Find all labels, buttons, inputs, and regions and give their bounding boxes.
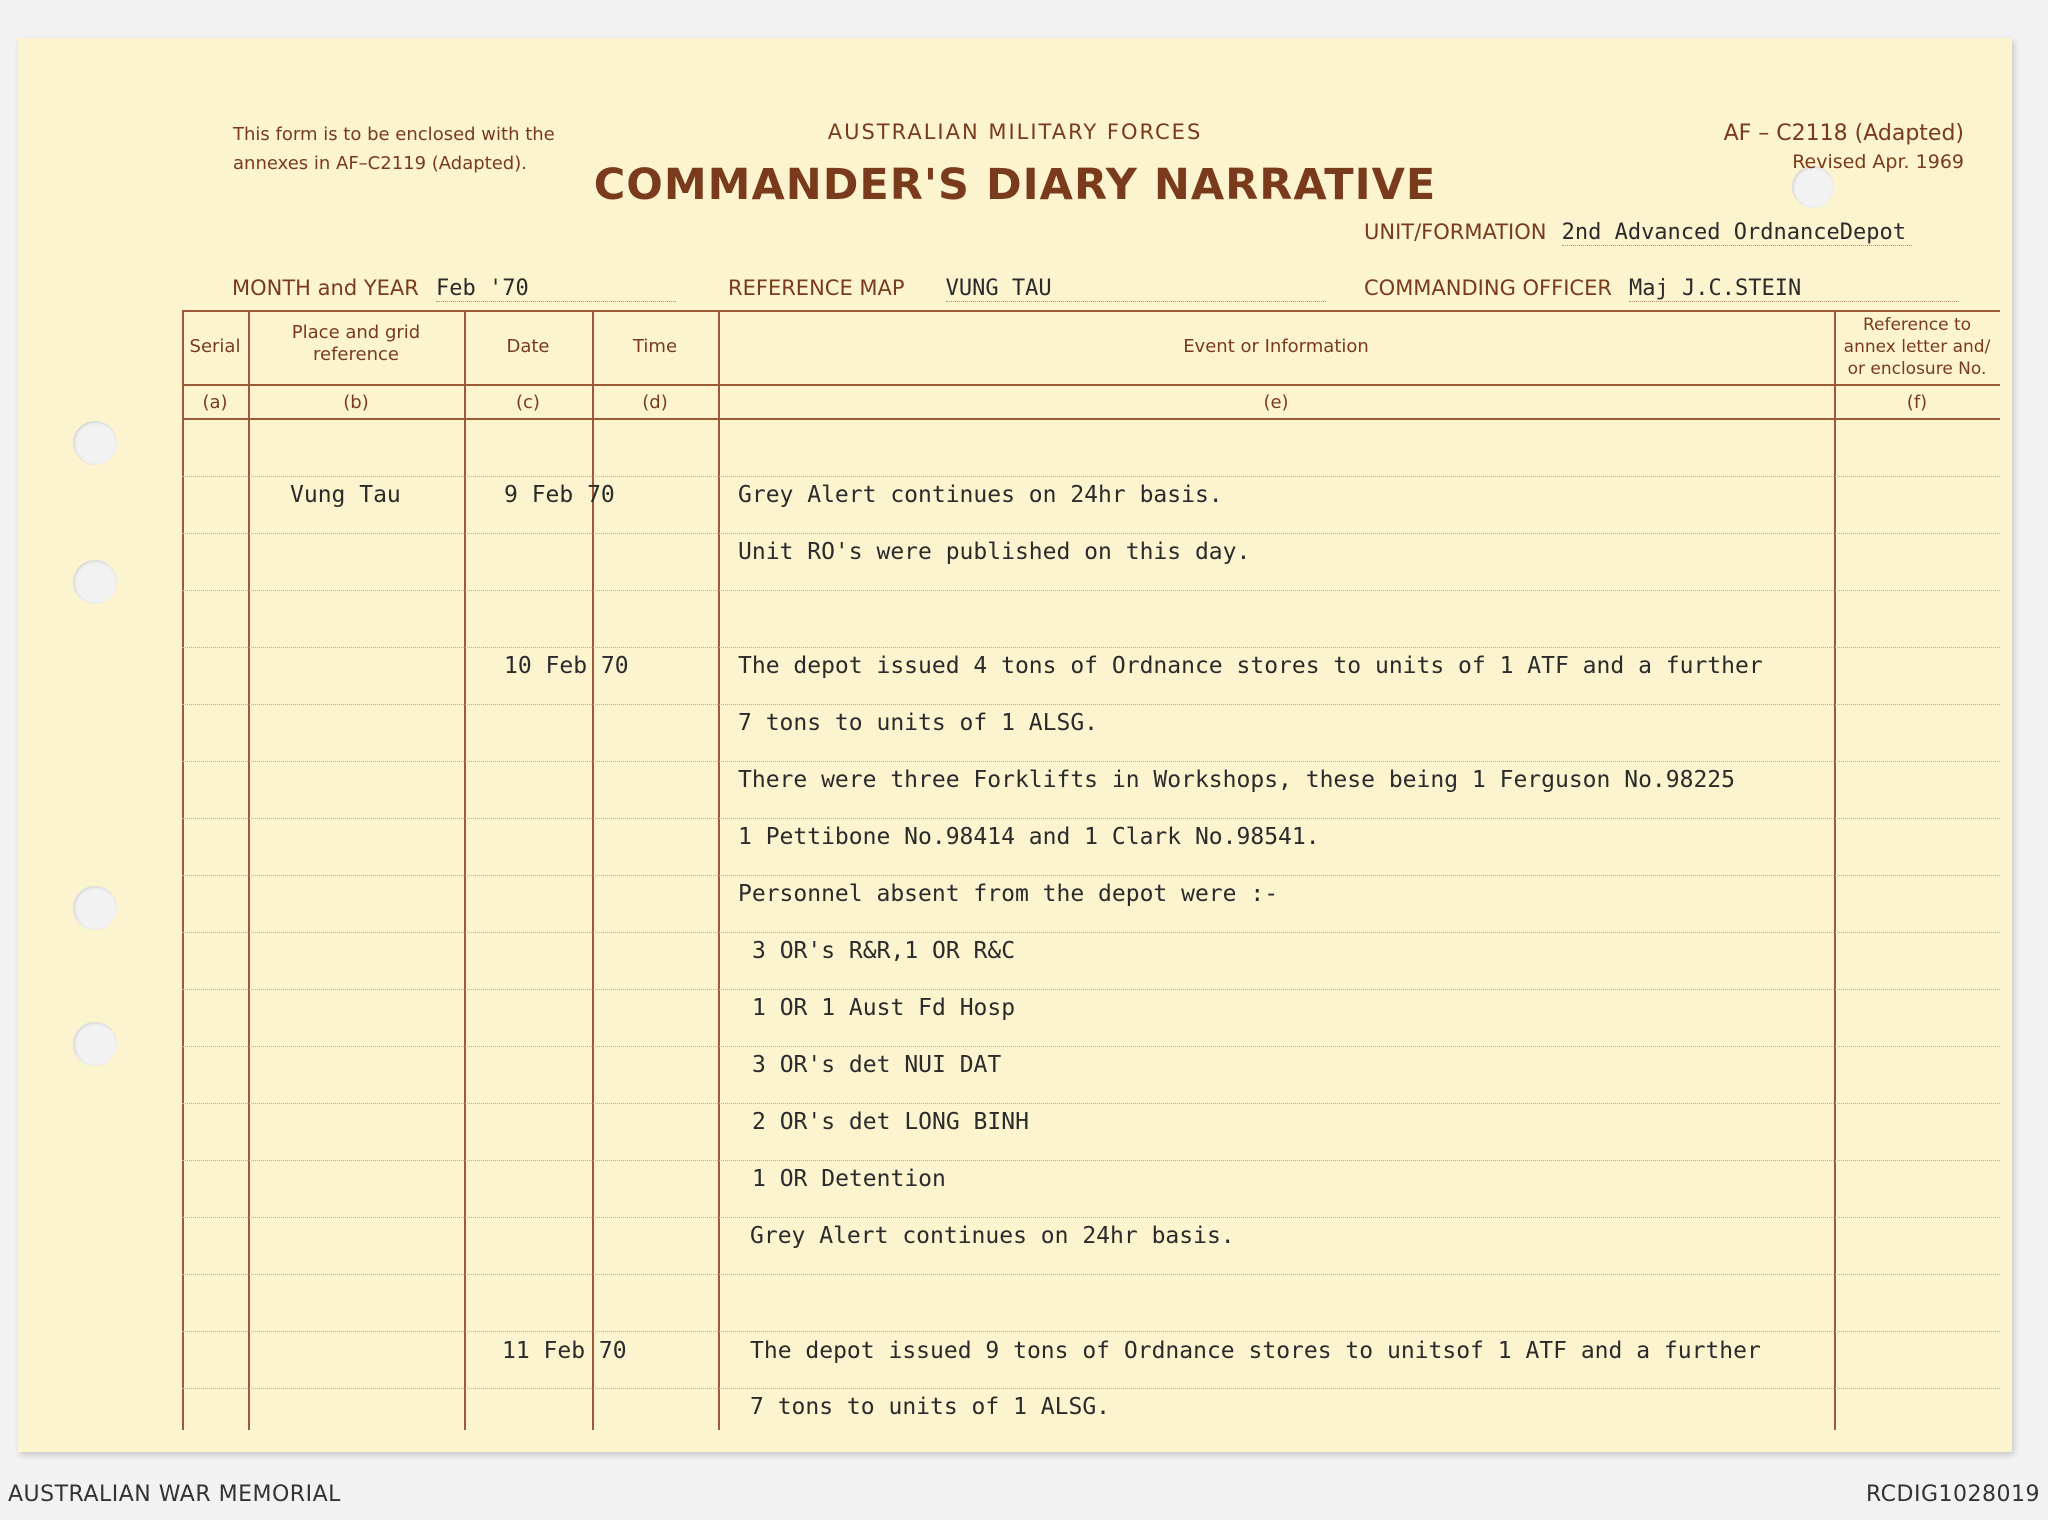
punch-hole	[73, 560, 117, 604]
form-number: AF – C2118 (Adapted)	[1723, 121, 1964, 146]
event-line: 7 tons to units of 1 ALSG.	[750, 1394, 1111, 1420]
event-line: The depot issued 9 tons of Ordnance stores to unitsof 1 ATF and a further	[750, 1338, 1761, 1364]
forces-heading: AUSTRALIAN MILITARY FORCES	[827, 120, 1203, 144]
map-value: VUNG TAU	[946, 276, 1326, 302]
diary-table	[182, 310, 2000, 1430]
event-line: Personnel absent from the depot were :-	[738, 881, 1279, 907]
form-number-block	[1724, 120, 1964, 176]
header-date: Date	[506, 336, 550, 357]
date-entry: 11 Feb 70	[502, 1338, 627, 1364]
footer-record-id: RCDIG1028019	[1865, 1482, 2040, 1507]
unit-value: 2nd Advanced OrdnanceDepot	[1562, 220, 1912, 246]
column-letter-b: (b)	[343, 392, 369, 413]
column-letter-a: (a)	[202, 392, 228, 413]
event-line: The depot issued 4 tons of Ordnance stores to units of 1 ATF and a further	[738, 653, 1763, 679]
header-place	[248, 322, 464, 366]
event-line: 1 Pettibone No.98414 and 1 Clark No.98541.	[738, 824, 1320, 850]
event-line: 1 OR Detention	[752, 1166, 946, 1192]
month-value: Feb '70	[436, 276, 676, 302]
date-entry: 9 Feb 70	[504, 482, 615, 508]
column-letter-c: (c)	[516, 392, 540, 413]
map-label: REFERENCE MAP	[728, 276, 905, 300]
unit-label: UNIT/FORMATION	[1364, 220, 1547, 244]
month-field	[232, 276, 712, 302]
header-reference-line: Reference to	[1862, 315, 1972, 335]
event-line: There were three Forklifts in Workshops, these being 1 Ferguson No.98225	[738, 767, 1735, 793]
punch-hole	[73, 886, 117, 930]
header-time: Time	[632, 336, 678, 357]
header-event: Event or Information	[1183, 336, 1369, 357]
punch-hole	[73, 421, 117, 465]
column-letter-e: (e)	[1263, 392, 1289, 413]
event-line: 2 OR's det LONG BINH	[752, 1109, 1029, 1135]
note-line: This form is to be enclosed with the	[233, 124, 555, 145]
header-serial: Serial	[189, 336, 241, 357]
event-line: Grey Alert continues on 24hr basis.	[750, 1223, 1235, 1249]
month-label: MONTH and YEAR	[232, 276, 419, 300]
event-line: Grey Alert continues on 24hr basis.	[738, 482, 1223, 508]
column-letter-d: (d)	[642, 392, 668, 413]
revision-date: Revised Apr. 1969	[1792, 151, 1964, 173]
event-line: Unit RO's were published on this day.	[738, 539, 1251, 565]
footer-archive-name: AUSTRALIAN WAR MEMORIAL	[8, 1482, 341, 1507]
form-title: COMMANDER'S DIARY NARRATIVE	[593, 160, 1437, 210]
column-letter-f: (f)	[1906, 392, 1928, 413]
header-reference-line: annex letter and/	[1843, 337, 1991, 357]
event-line: 3 OR's R&R,1 OR R&C	[752, 938, 1016, 964]
map-field	[728, 276, 1328, 302]
commanding-officer-field	[1364, 276, 1984, 302]
event-line: 1 OR 1 Aust Fd Hosp	[752, 995, 1016, 1021]
event-line: 7 tons to units of 1 ALSG.	[738, 710, 1099, 736]
co-label: COMMANDING OFFICER	[1364, 276, 1612, 300]
form-sheet	[18, 38, 2012, 1452]
header-place-line: Place and grid	[291, 322, 421, 343]
header-reference-line: or enclosure No.	[1847, 359, 1987, 379]
header-reference	[1834, 314, 2000, 380]
date-entry: 10 Feb 70	[504, 653, 629, 679]
punch-hole	[73, 1022, 117, 1066]
event-line: 3 OR's det NUI DAT	[752, 1052, 1002, 1078]
header-place-line: reference	[313, 344, 399, 365]
place-entry: Vung Tau	[290, 482, 401, 508]
co-value: Maj J.C.STEIN	[1629, 276, 1959, 302]
note-line: annexes in AF–C2119 (Adapted).	[233, 153, 527, 174]
unit-field	[1364, 220, 1984, 245]
